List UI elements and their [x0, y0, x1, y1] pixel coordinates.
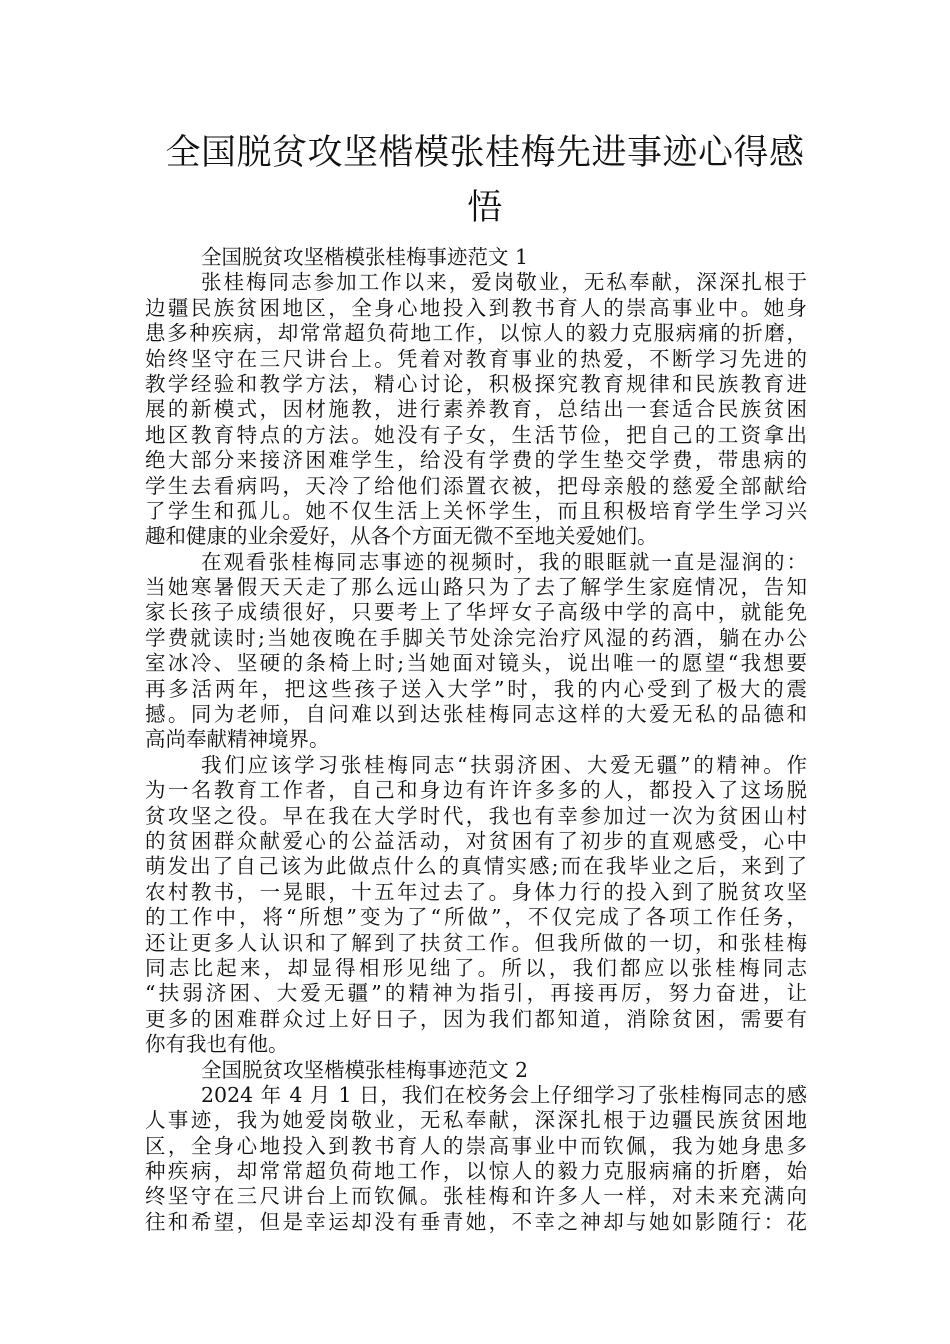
paragraph-line: 同志比起来，却显得相形见绌了。所以，我们都应以张桂梅同志 [145, 955, 807, 980]
paragraph-line: 张桂梅同志参加工作以来，爱岗敬业，无私奉献，深深扎根于 [201, 270, 807, 295]
paragraph-line: 学生去看病吗，天冷了给他们添置衣被，把母亲般的慈爱全部献给 [145, 473, 807, 498]
paragraph-line: 我们应该学习张桂梅同志“扶弱济困、大爱无疆”的精神。作 [201, 752, 807, 777]
paragraph-line: 2024 年 4 月 1 日，我们在校务会上仔细学习了张桂梅同志的感 [201, 1082, 807, 1107]
paragraph-line: 人事迹，我为她爱岗敬业，无私奉献，深深扎根于边疆民族贫困地 [145, 1108, 807, 1133]
title-line: 全国脱贫攻坚楷模张桂梅先进事迹心得感 [165, 133, 805, 173]
document-body [145, 245, 807, 1235]
paragraph-line: 你有我也有他。 [145, 1032, 289, 1057]
title-line: 悟 [467, 188, 503, 228]
paragraph-line: 边疆民族贫困地区，全身心地投入到教书育人的崇高事业中。她身 [145, 295, 807, 320]
paragraph-line: 始终坚守在三尺讲台上。凭着对教育事业的热爱，不断学习先进的 [145, 346, 807, 371]
paragraph-line: 在观看张桂梅同志事迹的视频时，我的眼眶就一直是湿润的： [201, 549, 807, 574]
paragraph-line: 室冰冷、坚硬的条椅上时;当她面对镜头，说出唯一的愿望“我想要 [145, 651, 807, 676]
paragraph-line: 地区教育特点的方法。她没有子女，生活节俭，把自己的工资拿出 [145, 422, 807, 447]
paragraph-line: 终坚守在三尺讲台上而钦佩。张桂梅和许多人一样，对未来充满向 [145, 1184, 807, 1209]
paragraph-line: 了学生和孤儿。她不仅生活上关怀学生，而且积极培育学生学习兴 [145, 498, 807, 523]
paragraph-line: 农村教书，一晃眼，十五年过去了。身体力行的投入到了脱贫攻坚 [145, 879, 807, 904]
paragraph-line: 区，全身心地投入到教书育人的崇高事业中而钦佩，我为她身患多 [145, 1133, 807, 1158]
paragraph-line: 学费就读时;当她夜晚在手脚关节处涂完治疗风湿的药酒，躺在办公 [145, 625, 807, 650]
paragraph-line: 撼。同为老师，自问难以到达张桂梅同志这样的大爱无私的品德和 [145, 702, 807, 727]
paragraph-line: 种疾病，却常常超负荷地工作，以惊人的毅力克服病痛的折磨，始 [145, 1159, 807, 1184]
paragraph-line: 萌发出了自己该为此做点什么的真情实感;而在我毕业之后，来到了 [145, 854, 807, 879]
section-heading: 全国脱贫攻坚楷模张桂梅事迹范文 1 [201, 245, 529, 269]
paragraph-line: 趣和健康的业余爱好，从各个方面无微不至地关爱她们。 [145, 524, 658, 549]
paragraph-line: 往和希望，但是幸运却没有垂青她，不幸之神却与她如影随行：花 [145, 1209, 807, 1234]
paragraph-line: “扶弱济困、大爱无疆”的精神为指引，再接再厉，努力奋进，让 [145, 981, 807, 1006]
paragraph-line: 绝大部分来接济困难学生，给没有学费的学生垫交学费，带患病的 [145, 448, 807, 473]
section-heading: 全国脱贫攻坚楷模张桂梅事迹范文 2 [201, 1057, 529, 1082]
paragraph-line: 贫攻坚之役。早在我在大学时代，我也有幸参加过一次为贫困山村 [145, 803, 807, 828]
paragraph-line: 更多的困难群众过上好日子，因为我们都知道，消除贫困，需要有 [145, 1006, 807, 1031]
paragraph-line: 家长孩子成绩很好，只要考上了华坪女子高级中学的高中，就能免 [145, 600, 807, 625]
paragraph-line: 还让更多人认识和了解到了扶贫工作。但我所做的一切，和张桂梅 [145, 930, 807, 955]
document-title [140, 126, 830, 236]
paragraph-line: 教学经验和教学方法，精心讨论，积极探究教育规律和民族教育进 [145, 371, 807, 396]
paragraph-line: 高尚奉献精神境界。 [145, 727, 330, 752]
paragraph-line: 为一名教育工作者，自己和身边有许许多多的人，都投入了这场脱 [145, 778, 807, 803]
paragraph-line: 再多活两年，把这些孩子送入大学”时，我的内心受到了极大的震 [145, 676, 807, 701]
paragraph-line: 患多种疾病，却常常超负荷地工作，以惊人的毅力克服病痛的折磨， [145, 321, 807, 346]
paragraph-line: 的工作中，将“所想”变为了“所做”，不仅完成了各项工作任务， [145, 905, 807, 930]
paragraph-line: 的贫困群众献爱心的公益活动，对贫困有了初步的直观感受，心中 [145, 828, 807, 853]
paragraph-line: 当她寒暑假天天走了那么远山路只为了去了解学生家庭情况，告知 [145, 575, 807, 600]
paragraph-line: 展的新模式，因材施教，进行素养教育，总结出一套适合民族贫困 [145, 397, 807, 422]
